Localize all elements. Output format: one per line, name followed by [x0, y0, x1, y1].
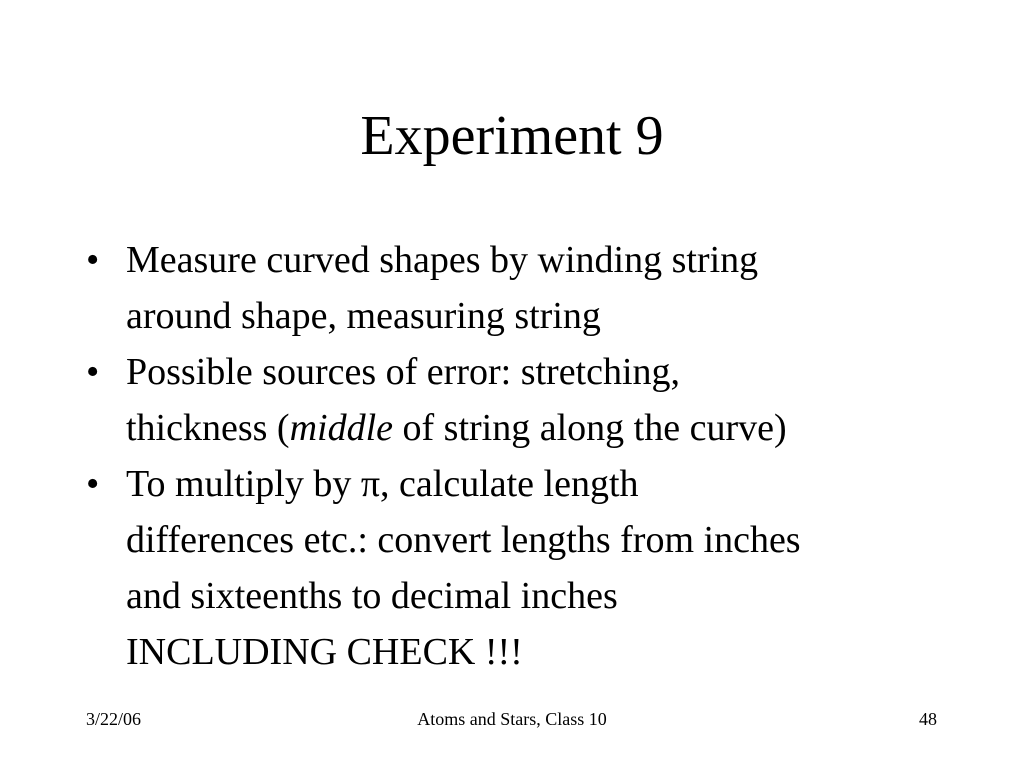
bullet-line: differences etc.: convert lengths from inches	[126, 519, 801, 561]
bullet-item	[86, 344, 986, 456]
bullet-icon: •	[86, 463, 100, 505]
bullet-line: To multiply by π, calculate length	[126, 463, 639, 505]
bullet-line: and sixteenths to decimal inches	[126, 575, 618, 617]
bullet-item	[86, 456, 986, 680]
footer-date: 3/22/06	[86, 709, 142, 729]
page-number: 48	[919, 709, 937, 729]
bullet-list	[86, 232, 986, 680]
bullet-line-segment: of string along the curve)	[393, 407, 787, 449]
bullet-line: Possible sources of error: stretching,	[126, 351, 681, 393]
bullet-item	[86, 232, 986, 344]
emphasis-text: middle	[289, 407, 394, 449]
bullet-line-segment: thickness (	[126, 407, 290, 449]
bullet-icon: •	[86, 351, 100, 393]
slide-title: Experiment 9	[360, 105, 664, 167]
footer-title: Atoms and Stars, Class 10	[417, 709, 607, 729]
bullet-line: INCLUDING CHECK !!!	[126, 631, 523, 673]
bullet-icon: •	[86, 239, 100, 281]
bullet-line: around shape, measuring string	[126, 295, 601, 337]
bullet-line: Measure curved shapes by winding string	[126, 239, 759, 281]
